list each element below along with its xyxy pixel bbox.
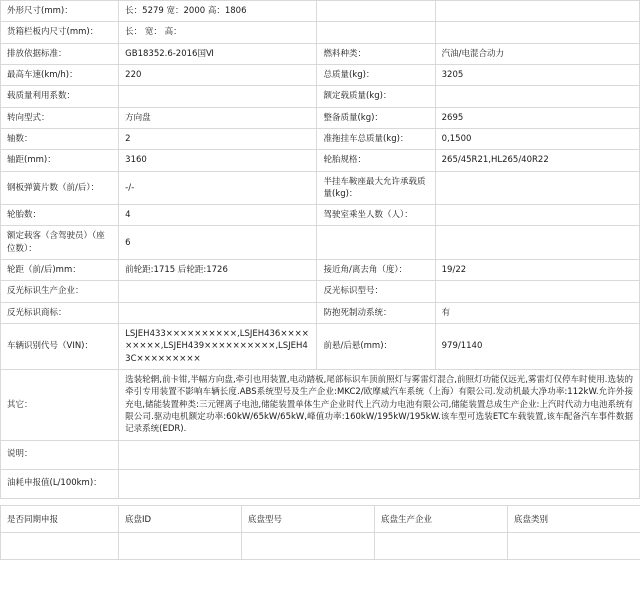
spec-value [435, 281, 639, 302]
chassis-table [0, 505, 640, 560]
spec-label: 整备质量(kg)： [317, 107, 435, 128]
chassis-cell [375, 532, 508, 559]
table-row [1, 1, 640, 22]
chassis-cell [508, 532, 640, 559]
table-row [1, 205, 640, 226]
table-row [1, 86, 640, 107]
table-row-description [1, 440, 640, 469]
spec-value: 有 [435, 302, 639, 323]
table-row [1, 281, 640, 302]
table-row-fuel [1, 469, 640, 498]
spec-value [435, 171, 639, 205]
spec-value: 前轮距:1715 后轮距:1726 [119, 260, 317, 281]
spec-value: 220 [119, 64, 317, 85]
spec-label: 接近角/离去角（度）： [317, 260, 435, 281]
chassis-header-cell: 底盘生产企业 [375, 505, 508, 532]
chassis-header-cell: 底盘型号 [242, 505, 375, 532]
chassis-table-body [1, 505, 640, 559]
spec-value: -/- [119, 171, 317, 205]
spec-label: 反光标识商标： [1, 302, 119, 323]
other-value: 选装轮辋,前卡钳,半幅方向盘,牵引也用装置,电动踏板,尾部标识车顶前照灯与雾雷灯混合,前照灯功能仅远光,雾雷灯仅停车时使用.选装的牵引专用装置不影响车辆长度.ABS系统型号及生产企业:MKC2/欧摩威汽车系统（上海）有限公司.发动机最大净功率:112kW.允许外接充电,储能装置种类:三元锂离子电池,储能装置单体生产企业时代上汽动力电池有限公司,储能装置总成生产企业:上汽时代动力电池系统有限公司.驱动电机额定功率:60kW/65kW/65kW,峰值功率:160kW/195kW/195kW.该车型可选装ETC车载装置,该车配备汽车事件数据记录系统(EDR). [119, 369, 640, 440]
spec-label: 反光标识型号： [317, 281, 435, 302]
table-row [1, 128, 640, 149]
spec-label [317, 22, 435, 43]
spec-label: 半挂车鞍座最大允许承载质量(kg)： [317, 171, 435, 205]
spec-value [435, 22, 639, 43]
spec-value: 3160 [119, 150, 317, 171]
spec-value: 2695 [435, 107, 639, 128]
description-value [119, 440, 640, 469]
spec-label: 排放依据标准： [1, 43, 119, 64]
spec-label: 轮胎规格： [317, 150, 435, 171]
spec-value: 长：5279 宽：2000 高：1806 [119, 1, 317, 22]
spec-label: 轴距(mm)： [1, 150, 119, 171]
spec-value [435, 226, 639, 260]
spec-table-body [1, 1, 640, 499]
chassis-header-cell: 底盘类别 [508, 505, 640, 532]
spec-value [435, 205, 639, 226]
table-row [1, 260, 640, 281]
table-row [1, 324, 640, 370]
spec-label: 货箱栏板内尺寸(mm)： [1, 22, 119, 43]
spec-label: 载质量利用系数： [1, 86, 119, 107]
spec-label: 准拖挂车总质量(kg)： [317, 128, 435, 149]
chassis-data-row [1, 532, 640, 559]
chassis-header-cell: 底盘ID [119, 505, 242, 532]
other-label: 其它： [1, 369, 119, 440]
spec-value: 2 [119, 128, 317, 149]
table-row [1, 43, 640, 64]
spec-label: 外形尺寸(mm)： [1, 1, 119, 22]
spec-value: 19/22 [435, 260, 639, 281]
fuel-value [119, 469, 640, 498]
spec-label [317, 226, 435, 260]
spec-label: 轴数： [1, 128, 119, 149]
spec-value: 方向盘 [119, 107, 317, 128]
spec-value: 3205 [435, 64, 639, 85]
spec-value [435, 1, 639, 22]
spec-label: 总质量(kg)： [317, 64, 435, 85]
spec-value: 4 [119, 205, 317, 226]
spec-value-vin: LSJEH433××××××××××,LSJEH436×××××××××,LSJEH439××××××××××,LSJEH43C××××××××× [119, 324, 317, 370]
spec-label: 钢板弹簧片数（前/后）： [1, 171, 119, 205]
spec-label: 燃料种类： [317, 43, 435, 64]
table-row-other [1, 369, 640, 440]
spec-value: GB18352.6-2016国Ⅵ [119, 43, 317, 64]
chassis-cell [119, 532, 242, 559]
spec-value: 979/1140 [435, 324, 639, 370]
spec-value: 6 [119, 226, 317, 260]
table-row [1, 64, 640, 85]
spec-label: 反光标识生产企业： [1, 281, 119, 302]
spec-label: 最高车速(km/h)： [1, 64, 119, 85]
spec-value: 265/45R21,HL265/40R22 [435, 150, 639, 171]
spec-value [119, 302, 317, 323]
spec-label: 防抱死制动系统： [317, 302, 435, 323]
table-row [1, 171, 640, 205]
spec-label: 驾驶室乘坐人数（人）： [317, 205, 435, 226]
spec-label: 额定载客（含驾驶员）（座位数）： [1, 226, 119, 260]
chassis-cell [1, 532, 119, 559]
spec-label [317, 1, 435, 22]
chassis-header-cell: 是否同期申报 [1, 505, 119, 532]
spec-label: 额定载质量(kg)： [317, 86, 435, 107]
table-row [1, 302, 640, 323]
fuel-label: 油耗申报值(L/100km)： [1, 469, 119, 498]
spec-label: 轮胎数： [1, 205, 119, 226]
spec-label: 前悬/后悬(mm)： [317, 324, 435, 370]
chassis-cell [242, 532, 375, 559]
table-row [1, 226, 640, 260]
chassis-header-row [1, 505, 640, 532]
spec-value: 汽油/电混合动力 [435, 43, 639, 64]
spec-label: 车辆识别代号（VIN)： [1, 324, 119, 370]
spec-label: 转向型式： [1, 107, 119, 128]
spec-value: 长： 宽： 高： [119, 22, 317, 43]
table-row [1, 150, 640, 171]
spec-value [119, 86, 317, 107]
table-row [1, 22, 640, 43]
spec-label: 轮距（前/后)mm： [1, 260, 119, 281]
description-label: 说明： [1, 440, 119, 469]
spec-value [435, 86, 639, 107]
table-row [1, 107, 640, 128]
spec-value [119, 281, 317, 302]
spec-value: 0,1500 [435, 128, 639, 149]
